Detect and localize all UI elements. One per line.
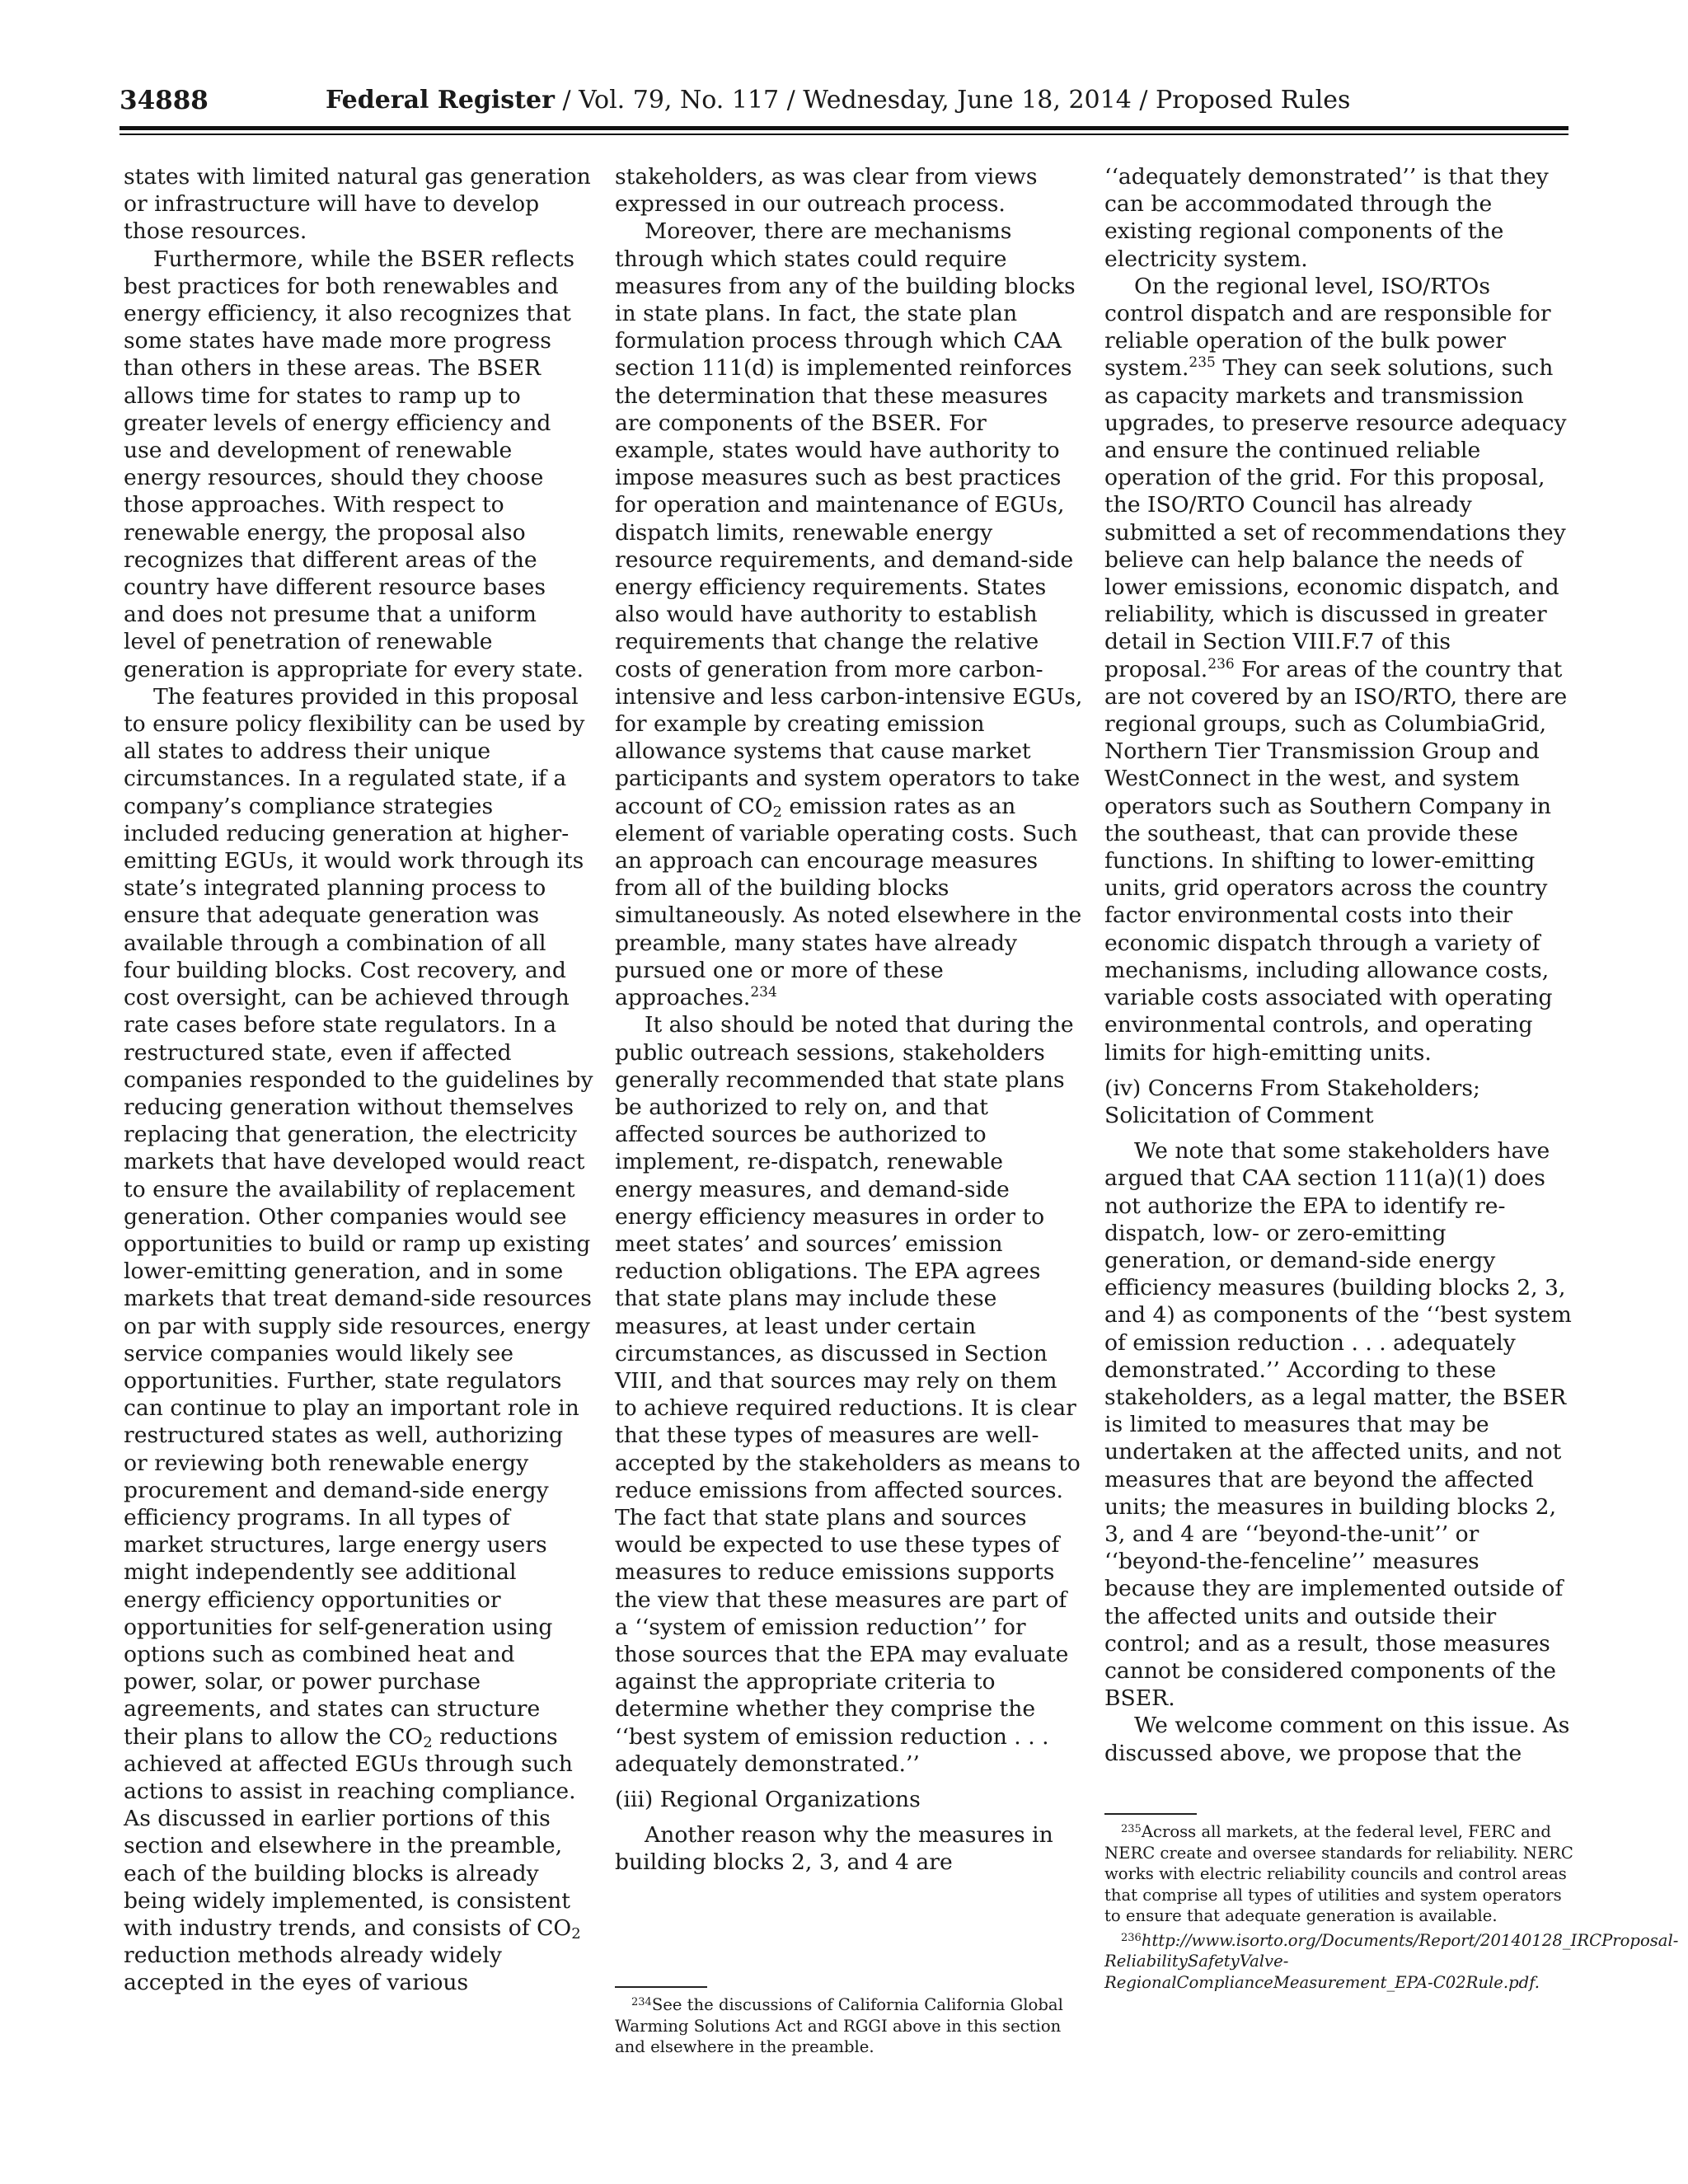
column-2 xyxy=(615,163,1085,1877)
paragraph: ‘‘adequately demonstrated’’ is that they can be accommodated through the existing regional components of the electricity system. xyxy=(1104,164,1549,272)
paragraph: stakeholders, as was clear from views expressed in our outreach process. xyxy=(615,164,1038,218)
page-number: 34888 xyxy=(120,86,209,115)
footnote-ref: 234 xyxy=(750,984,777,1001)
column-3 xyxy=(1104,163,1574,1767)
paragraph: We welcome comment on this issue. As discussed above, we propose that the xyxy=(1104,1713,1570,1766)
issue-info: / Vol. 79, No. 117 / Wednesday, June 18, 2014 / Proposed Rules xyxy=(554,86,1351,115)
footnote: $^{234}$See the discussions of California California Global Warming Solutions Act and RGGI above in this section and elsewhere in the preamble. xyxy=(615,1995,1063,2056)
footnote-rule xyxy=(615,1986,707,1988)
footnotes-column-3 xyxy=(1104,1813,1679,1996)
section-heading: (iv) Concerns From Stakeholders; Solicitation of Comment xyxy=(1104,1075,1480,1128)
footnote-rule xyxy=(1104,1813,1197,1815)
paragraph: It also should be noted that during the public outreach sessions, stakeholders generally recommended that state plans be authorized to rely on, and that affected sources be authorized to implement, re-dispatch, renewable energy measures, and demand-side energy efficiency measures in order to meet states’ and sources’ emission reduction obligations. The EPA agrees that state plans may include these measures, at least under certain circumstances, as discussed in Section VIII, and that sources may rely on them to achieve required reductions. It is clear that these types of measures are well-accepted by the stakeholders as means to reduce emissions from affected sources. The fact that state plans and sources would be expected to use these types of measures to reduce emissions supports the view that these measures are part of a ‘‘system of emission reduction’’ for those sources that the EPA may evaluate against the appropriate criteria to determine whether they comprise the ‘‘best system of emission reduction . . . adequately demonstrated.’’ xyxy=(615,1012,1081,1777)
page-header xyxy=(120,86,1568,122)
paragraph: The features provided in this proposal to ensure policy flexibility can be used by all states to address their unique circumstances. In a regulated state, if a company’s compliance strategies included reducing generation at higher-emitting EGUs, it would work through its state’s integrated planning process to ensure that adequate generation was available through a combination of all four building blocks. Cost recovery, and cost oversight, can be achieved through rate cases before state regulators. In a restructured state, even if affected companies responded to the guidelines by reducing generation without themselves replacing that generation, the electricity markets that have developed would react to ensure the availability of replacement generation. Other companies would see opportunities to build or ramp up existing lower-emitting generation, and in some markets that treat demand-side resources on par with supply side resources, energy service companies would likely see opportunities. Further, state regulators can continue to play an important role in restructured states as well, authorizing or reviewing both renewable energy procurement and demand-side energy efficiency programs. In all types of market structures, large energy users might independently see additional energy efficiency opportunities or opportunities for self-generation using options such as combined heat and power, solar, or power purchase agreements, and states can structure their plans to allow the $CO_2$ reductions achieved at affected EGUs through such actions to assist in reaching compliance. As discussed in earlier portions of this section and elsewhere in the preamble, each of the building blocks is already being widely implemented, is consistent with industry trends, and consists of $CO_2$ reduction methods already widely accepted in the eyes of various xyxy=(124,683,593,1996)
section-heading: (iii) Regional Organizations xyxy=(615,1786,921,1812)
paragraph: Moreover, there are mechanisms through which states could require measures from any of the building blocks in state plans. In fact, the state plan formulation process through which CAA section 111(d) is implemented reinforces the determination that these measures are components of the BSER. For example, states would have authority to impose measures such as best practices for operation and maintenance of EGUs, dispatch limits, renewable energy resource requirements, and demand-side energy efficiency requirements. States also would have authority to establish requirements that change the relative costs of generation from more carbon-intensive and less carbon-intensive EGUs, for example by creating emission allowance systems that cause market participants and system operators to take account of $CO_2$ emission rates as an element of variable operating costs. Such an approach can encourage measures from all of the building blocks simultaneously. As noted elsewhere in the preamble, many states have already pursued one or more of these approaches.$^{234}$ xyxy=(615,218,1083,1011)
running-head xyxy=(326,86,1350,115)
paragraph: We note that some stakeholders have argued that CAA section 111(a)(1) does not authorize the EPA to identify re-dispatch, low- or zero-emitting generation, or demand-side energy efficiency measures (building blocks 2, 3, and 4) as components of the ‘‘best system of emission reduction . . . adequately demonstrated.’’ According to these stakeholders, as a legal matter, the BSER is limited to measures that may be undertaken at the affected units, and not measures that are beyond the affected units; the measures in building blocks 2, 3, and 4 are ‘‘beyond-the-unit’’ or ‘‘beyond-the-fenceline’’ measures because they are implemented outside of the affected units and outside their control; and as a result, those measures cannot be considered components of the BSER. xyxy=(1104,1138,1572,1712)
header-rule-thick xyxy=(120,126,1568,130)
footnote: $^{236}$http://www.isorto.org/Documents/Report/20140128_IRCProposal-ReliabilitySafetyValve-RegionalComplianceMeasurement_EPA-C02Rule.pdf. xyxy=(1104,1930,1679,1992)
footnote: $^{235}$Across all markets, at the federal level, FERC and NERC create and oversee standards for reliability. NERC works with electric reliability councils and control areas that comprise all types of utilities and system operators to ensure that adequate generation is available. xyxy=(1104,1822,1573,1925)
header-rule-thin xyxy=(120,134,1568,135)
publication-name: Federal Register xyxy=(326,86,555,115)
paragraph: Another reason why the measures in building blocks 2, 3, and 4 are xyxy=(615,1822,1053,1876)
column-1 xyxy=(124,163,593,1997)
footnote-ref: 236 xyxy=(1207,655,1235,673)
paragraph: states with limited natural gas generation or infrastructure will have to develop those resources. xyxy=(124,164,591,245)
footnote-ref: 235 xyxy=(1189,354,1216,372)
paragraph: On the regional level, ISO/RTOs control dispatch and are responsible for reliable operation of the bulk power system.$^{235}$ They can seek solutions, such as capacity markets and transmission upgrades, to preserve resource adequacy and ensure the continued reliable operation of the grid. For this proposal, the ISO/RTO Council has already submitted a set of recommendations they believe can help balance the needs of lower emissions, economic dispatch, and reliability, which is discussed in greater detail in Section VIII.F.7 of this proposal.$^{236}$ For areas of the country that are not covered by an ISO/RTO, there are regional groups, such as ColumbiaGrid, Northern Tier Transmission Group and WestConnect in the west, and system operators such as Southern Company in the southeast, that can provide these functions. In shifting to lower-emitting units, grid operators across the country factor environmental costs into their economic dispatch through a variety of mechanisms, including allowance costs, variable costs associated with operating environmental controls, and operating limits for high-emitting units. xyxy=(1104,273,1568,1066)
footnote-url: http://www.isorto.org/Documents/Report/20140128_IRCProposal-ReliabilitySafetyValve-RegionalComplianceMeasurement_EPA-C02Rule.pdf. xyxy=(1104,1930,1679,1992)
paragraph: Furthermore, while the BSER reflects best practices for both renewables and energy efficiency, it also recognizes that some states have made more progress than others in these areas. The BSER allows time for states to ramp up to greater levels of energy efficiency and use and development of renewable energy resources, should they choose those approaches. With respect to renewable energy, the proposal also recognizes that different areas of the country have different resource bases and does not presume that a uniform level of penetration of renewable generation is appropriate for every state. xyxy=(124,246,584,682)
footnotes-column-2 xyxy=(615,1986,1085,2061)
